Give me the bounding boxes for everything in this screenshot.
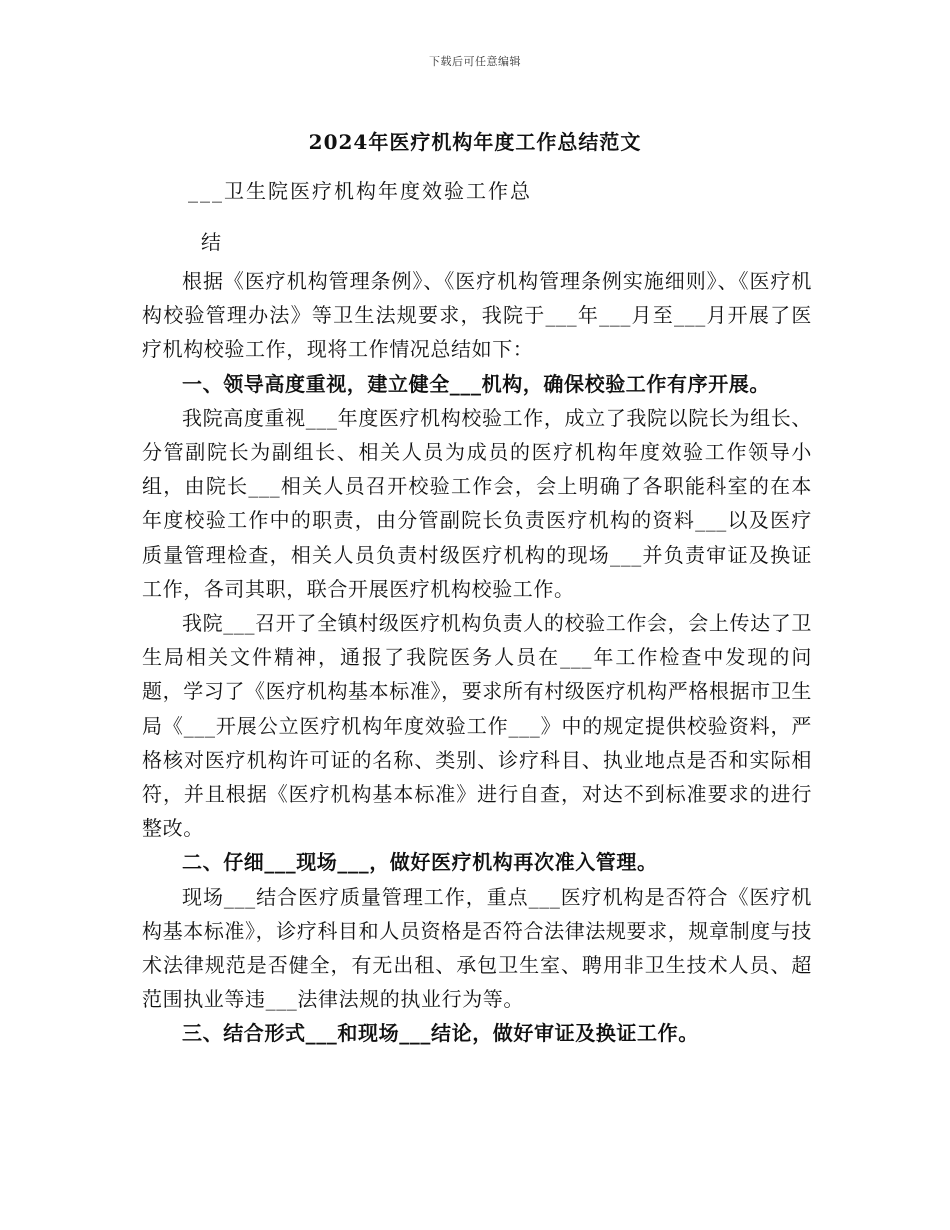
subtitle-line-1: ___卫生院医疗机构年度效验工作总 [188,179,532,203]
section-heading-2: 二、仔细___现场___，做好医疗机构再次准入管理。 [182,850,658,875]
paragraph-onsite-check: 现场___结合医疗质量管理工作，重点___医疗机构是否符合《医疗机构基本标准》，诊疗科目和人员资格是否符合法律法规要求，规章制度与技术法律规范是否健全，有无出租、承包卫生室、聘用非卫生技术人员、超范围执业等违___法律法规的执业行为等。 [142,884,812,1012]
document-title: 2024年医疗机构年度工作总结范文 [308,130,642,154]
subtitle-line-2: 结 [201,230,223,254]
section-heading-1: 一、领导高度重视，建立健全___机构，确保校验工作有序开展。 [182,371,770,396]
paragraph-intro: 根据《医疗机构管理条例》、《医疗机构管理条例实施细则》、《医疗机构校验管理办法》等卫生法规要求，我院于___年___月至___月开展了医疗机构校验工作，现将工作情况总结如下： [142,269,812,362]
header-note: 下载后可任意编辑 [429,55,521,68]
section-heading-3: 三、结合形式___和现场___结论，做好审证及换证工作。 [182,1021,699,1046]
document-body [142,264,812,1051]
paragraph-leadership: 我院高度重视___年度医疗机构校验工作，成立了我院以院长为组长、分管副院长为副组长、相关人员为成员的医疗机构年度效验工作领导小组，由院长___相关人员召开校验工作会，会上明确了各职能科室的在本年度校验工作中的职责，由分管副院长负责医疗机构的资料___以及医疗质量管理检查，相关人员负责村级医疗机构的现场___并负责审证及换证工作，各司其职，联合开展医疗机构校验工作。 [142,405,812,601]
paragraph-meeting: 我院___召开了全镇村级医疗机构负责人的校验工作会，会上传达了卫生局相关文件精神，通报了我院医务人员在___年工作检查中发现的问题，学习了《医疗机构基本标准》，要求所有村级医疗机构严格根据市卫生局《___开展公立医疗机构年度效验工作___》中的规定提供校验资料，严格核对医疗机构许可证的名称、类别、诊疗科目、执业地点是否和实际相符，并且根据《医疗机构基本标准》进行自查，对达不到标准要求的进行整改。 [142,611,812,841]
